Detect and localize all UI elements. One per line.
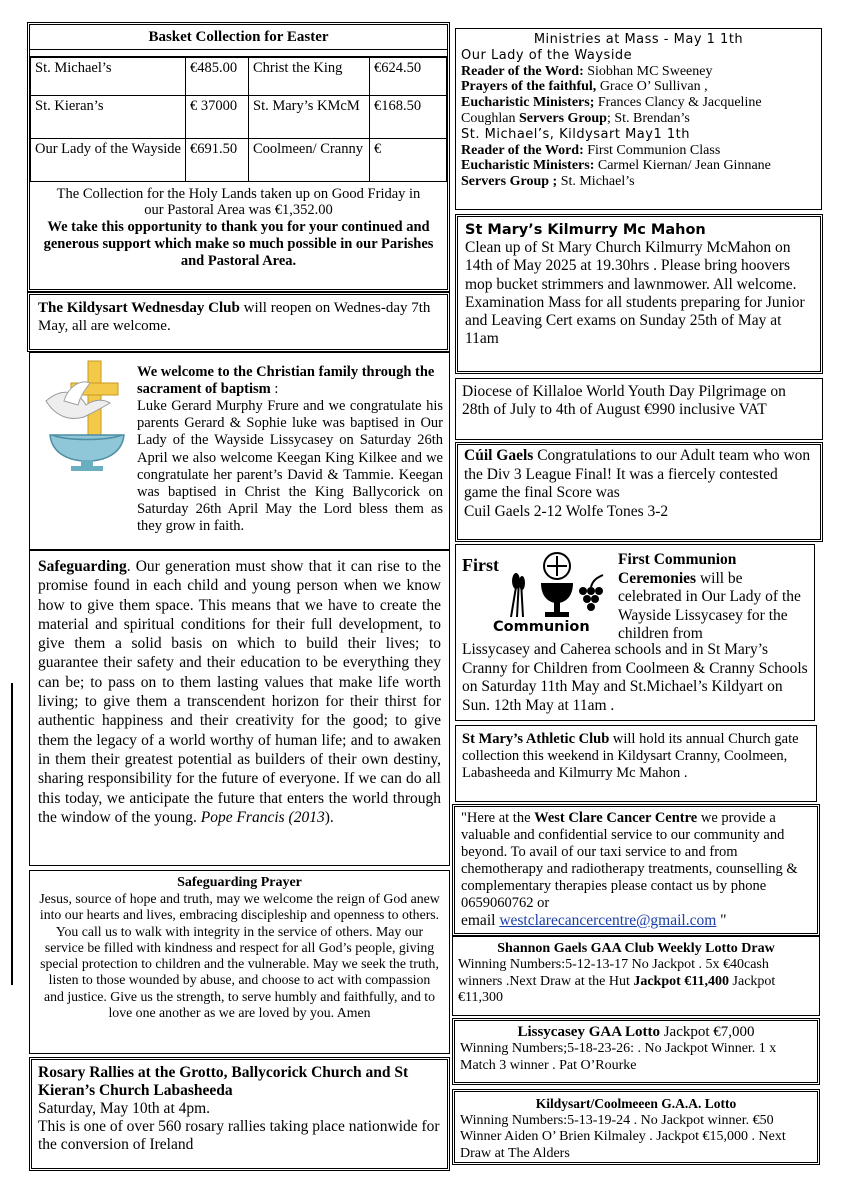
communion-intro [618, 551, 808, 644]
servers-label: Servers Group ; [461, 174, 558, 190]
logo-first: First [462, 555, 499, 575]
first-communion-box [455, 544, 815, 721]
table-row [31, 58, 447, 96]
basket-table [30, 57, 447, 182]
reader-name: Siobhan MC Sweeney [583, 63, 713, 79]
lissycasey-text: Winning Numbers;5-18-23-26: . No Jackpot Winner. 1 x Match 3 winner . Pat O’Rourke [460, 1041, 777, 1073]
shannon-numbers: Winning Numbers:5-12-13-17 No Jackpot . 5x €40cash winners .Next Draw at the Hut [458, 957, 769, 989]
left-margin-line [11, 683, 13, 985]
table-cell: € 37000 [186, 96, 249, 139]
servers-line-2 [461, 174, 816, 190]
communion-title: First Communion Ceremonies [618, 551, 737, 587]
rosary-rallies-box [29, 1057, 450, 1171]
lissycasey-jackpot: Jackpot €7,000 [659, 1024, 755, 1040]
lissycasey-title: Lissycasey GAA Lotto [517, 1024, 660, 1040]
servers-label: Servers Group [518, 110, 607, 126]
safeguarding-prayer-box [29, 870, 450, 1054]
st-marys-kilmurry-box [455, 214, 823, 374]
cuil-gaels-text [464, 447, 814, 503]
cancer-centre-box [452, 804, 820, 936]
baptism-heading-line [137, 364, 443, 398]
shannon-jackpot-2: Jackpot €11,300 [458, 973, 776, 1005]
table-row [31, 96, 447, 139]
first-communion-logo [461, 551, 616, 636]
cancer-text-b: we provide a valuable and confidential service to our community and beyond. To avail of our taxi service to and from chemotherapy and radiotherapy treatments, counselling & complementary therapies please contact us by phone 0659060762 or [461, 810, 798, 911]
table-cell: St. Kieran’s [31, 96, 186, 139]
rosary-date: Saturday, May 10th at 4pm. [38, 1100, 211, 1117]
ministries-church-2: St. Michael’s, Kildysart May1 1th [461, 126, 690, 142]
eucharistic-names: Carmel Kiernan/ Jean Ginnane [594, 158, 771, 174]
shannon-title: Shannon Gaels GAA Club Weekly Lotto Draw [497, 941, 775, 956]
reader-name: First Communion Class [583, 142, 721, 158]
shannon-gaels-lotto-box [452, 936, 820, 1016]
servers-name: ; St. Brendan’s [606, 110, 690, 126]
world-youth-day-box [455, 378, 823, 440]
reader-label: Reader of the Word: [461, 63, 584, 79]
st-marys-cleanup: Clean up of St Mary Church Kilmurry McMahon on 14th of May 2025 at 19.30hrs . Please bring hoovers mop bucket strimmers and lawnmower. All welcome. [465, 239, 797, 293]
shannon-jackpot: Jackpot €11,400 [633, 973, 730, 989]
wyd-text: Diocese of Killaloe World Youth Day Pilgrimage on 28th of July to 4th of August €990 inclusive VAT [462, 383, 786, 418]
eucharistic-label: Eucharistic Ministers; [461, 95, 595, 111]
kildysart-lotto-box [452, 1089, 820, 1165]
email-end-quote: " [716, 912, 727, 929]
eucharistic-label: Eucharistic Ministers: [461, 158, 595, 174]
prayers-name: Grace O’ Sullivan , [596, 79, 708, 95]
servers-name: St. Michael’s [557, 174, 635, 190]
baptism-body: Luke Gerard Murphy Frure and we congratulate his parents Gerard & Sophie luke was baptised in Our Lady of the Wayside Lissycasey on Saturday 26th April we also welcome Keegan King Kilkee and we congratulate her parent’s David & Tammie. Keegan was baptised in Christ the King Ballycorick on Saturday 26th April May the Lord bless them as they grow in faith. [137, 398, 443, 535]
club-details: will reopen on Wednes-day 7th May, all are welcome. [38, 300, 431, 334]
prayer-text: Jesus, source of hope and truth, may we welcome the reign of God anew into our hearts and lives, embracing discipleship and openness to others. You call us to walk with integrity in the service of others. May our service be filled with kindness and respect for all God’s people, giving special protection to children and the vulnerable. May we seek the truth, listen to those wounded by abuse, and choose to act with compassion and justice. Give us the strength, to serve humbly and faithfully, and to love one another as we are loved by you. Amen [39, 891, 440, 1021]
wednesday-club-box [27, 292, 450, 352]
eucharistic-names: Frances Clancy & Jacqueline Coughlan [461, 95, 762, 126]
rosary-text: This is one of over 560 rosary rallies taking place nationwide for the conversion of Ireland [38, 1118, 440, 1153]
cancer-text [461, 810, 811, 912]
ministries-title: Ministries at Mass - May 1 1th [533, 32, 744, 47]
email-prefix: email [461, 912, 500, 929]
athletic-name: St Mary’s Athletic Club [462, 731, 610, 747]
communion-text-a: will be celebrated in Our Lady of the Wayside Lissycasey for the children from [618, 569, 801, 642]
athletic-text [462, 731, 810, 782]
table-cell: €691.50 [186, 139, 249, 182]
kildysart-lotto-title: Kildysart/Coolmeeen G.A.A. Lotto [535, 1096, 737, 1111]
prayers-label: Prayers of the faithful, [461, 79, 597, 95]
cuil-gaels-name: Cúil Gaels [464, 447, 534, 464]
prayers-line-1 [461, 79, 816, 95]
shannon-text [458, 957, 814, 1007]
lissycasey-lotto-box [452, 1018, 820, 1085]
basket-collection-box [27, 22, 450, 292]
table-cell: Coolmeen/ Cranny [249, 139, 370, 182]
safeguarding-label: Safeguarding [38, 558, 127, 575]
eucharistic-line-2 [461, 158, 816, 174]
cuil-gaels-body: Congratulations to our Adult team who won the Div 3 League Final! It was a fiercely contested game the final Score was [464, 447, 811, 501]
reader-line-2 [461, 143, 816, 159]
reader-label: Reader of the Word: [461, 142, 584, 158]
basket-title: Basket Collection for Easter [30, 25, 447, 50]
wednesday-club-text [38, 299, 439, 335]
lissycasey-title-line [460, 1024, 812, 1041]
thanks-message: We take this opportunity to thank you for your continued and generous support which make so much possible in our Parishes and Pastoral Area. [43, 219, 434, 269]
citation-end: ). [324, 808, 334, 826]
st-marys-exam-mass: Examination Mass for all students preparing for Junior and Leaving Cert exams on Sunday 25th of May at 11am [465, 293, 805, 348]
communion-text-b: Lissycasey and Caherea schools and in St Mary’s Cranny for Children from Coolmeen & Cranny Schools on Saturday 11th May and St.Michael’s Kildyart on Sun. 12th May at 11am . [462, 641, 808, 714]
logo-communion: Communion [493, 619, 590, 635]
cancer-centre-name: West Clare Cancer Centre [534, 810, 698, 826]
table-cell: Christ the King [249, 58, 370, 96]
baptism-box [29, 352, 450, 550]
eucharistic-line-1 [461, 95, 816, 127]
table-cell: €624.50 [370, 58, 447, 96]
table-cell: St. Mary’s KMcM [249, 96, 370, 139]
safeguarding-citation: Pope Francis (2013 [200, 808, 325, 826]
athletic-club-box [455, 725, 817, 802]
reader-line-1 [461, 64, 816, 80]
club-name: The Kildysart Wednesday Club [38, 300, 240, 316]
ministries-church-1: Our Lady of the Wayside [461, 47, 633, 63]
athletic-body: will hold its annual Church gate collection this weekend in Kildysart Cranny, Coolmeen, Labasheeda and Kilmurry Mc Mahon . [462, 731, 799, 781]
safeguarding-text [38, 557, 441, 827]
table-row [31, 139, 447, 182]
kildysart-lotto-text: Winning Numbers:5-13-19-24 . No Jackpot winner. €50 Winner Aiden O’ Brien Kilmaley . Jackpot €15,000 . Next Draw at The Alders [460, 1113, 786, 1161]
cancer-email-line [461, 912, 811, 930]
chalice-host-icon [497, 551, 609, 627]
safeguarding-box [29, 550, 450, 866]
table-cell: Our Lady of the Wayside [31, 139, 186, 182]
table-cell: €168.50 [370, 96, 447, 139]
cancer-text-a: "Here at the [461, 810, 535, 826]
dove-cross-font-icon [38, 357, 136, 475]
holy-land-collection: The Collection for the Holy Lands taken up on Good Friday in our Pastoral Area was €1,352.00 [56, 186, 421, 218]
table-cell: €485.00 [186, 58, 249, 96]
cuil-gaels-box [455, 442, 823, 542]
prayer-title: Safeguarding Prayer [177, 875, 302, 890]
cancer-email-link[interactable]: westclarecancercentre@gmail.com [499, 912, 717, 929]
cuil-gaels-score: Cuil Gaels 2-12 Wolfe Tones 3-2 [464, 502, 669, 520]
st-marys-title: St Mary’s Kilmurry Mc Mahon [465, 222, 706, 238]
baptism-heading: We welcome to the Christian family through the sacrament of baptism [137, 364, 435, 397]
heading-colon: : [270, 381, 279, 397]
ministries-box [455, 28, 822, 210]
table-cell: € [370, 139, 447, 182]
table-cell: St. Michael’s [31, 58, 186, 96]
rosary-title: Rosary Rallies at the Grotto, Ballycorick Church and St Kieran’s Church Labasheeda [38, 1064, 409, 1099]
safeguarding-body: . Our generation must show that it can rise to the promise found in each child and young person when we know how to give them space. This means that we have to create the material and spiritual conditions for their full development, to give them a solid basis on which to build their lives; to guarantee their safety and their education to be everything they can be; to pass on to them lasting values that make life worth living; to give them a transcendent horizon for their thirst for authentic happiness and their creativity for the good; to give them the legacy of a world worthy of human life; and to awaken in them their greatest potential as builders of their own destiny, sharing responsibility for the future of everyone. If we can do all this today, we anticipate the future that enters the world through the window of the young. [38, 558, 441, 826]
